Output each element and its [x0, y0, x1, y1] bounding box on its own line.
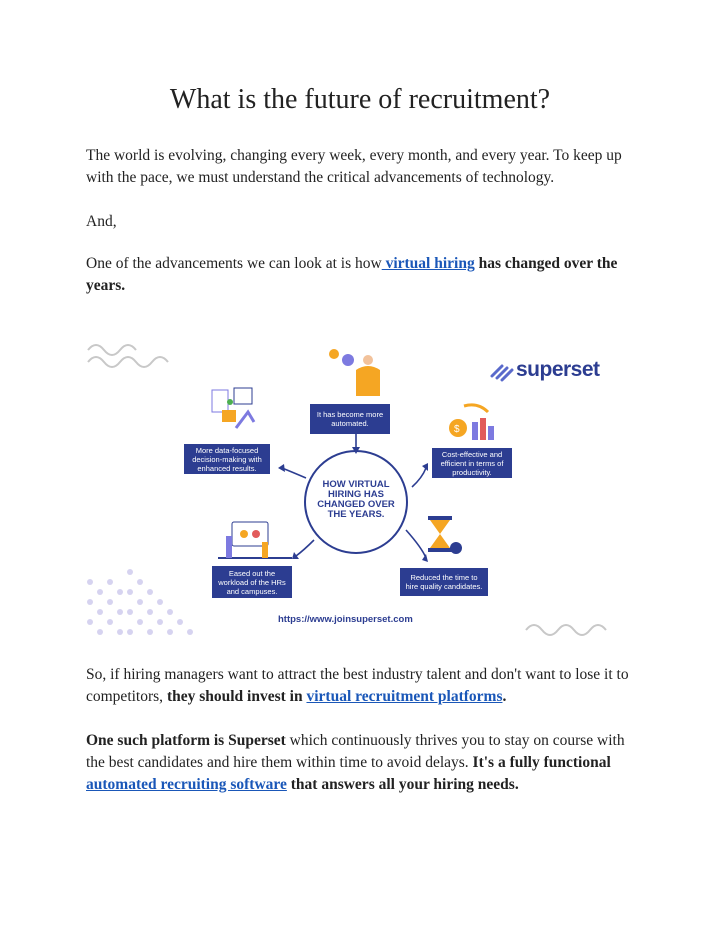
box-cost-effective: Cost-effective and efficient in terms of productivity.: [432, 448, 512, 478]
hr-desk-illustration: [218, 522, 292, 558]
superset-bold-intro: One such platform is Superset: [86, 732, 286, 749]
recommendation-text: So, if hiring managers want to attract the best industry talent and don't want to lose it to competitors,: [86, 666, 629, 705]
intro-paragraph: The world is evolving, changing every week, every month, and every year. To keep up with the pace, we must understand the critical advancements of technology.: [86, 147, 622, 186]
and-paragraph: And,: [86, 213, 117, 230]
superset-paragraph: [86, 730, 642, 796]
page-title: What is the future of recruitment?: [169, 84, 551, 115]
gears-person-illustration: [329, 349, 380, 396]
recommendation-bold: they should invest in: [163, 688, 303, 705]
hourglass-illustration: [428, 516, 462, 554]
dots-decoration: [87, 569, 193, 635]
superset-brand: superset: [516, 358, 600, 381]
virtual-recruitment-platforms-link[interactable]: virtual recruitment platforms: [306, 688, 503, 705]
superset-text: which continuously thrives you to stay on course with the best candidates and hire them within time to avoid delays.: [86, 732, 625, 771]
box-data-focused: More data-focused decision-making with enhanced results.: [184, 444, 270, 474]
superset-bold-end: that answers all your hiring needs.: [286, 776, 519, 793]
box-reduced-time: Reduced the time to hire quality candidates.: [400, 568, 488, 596]
advancement-text: One of the advancements we can look at is how: [86, 255, 382, 272]
advancement-bold: has changed over the years.: [86, 255, 618, 294]
advancement-paragraph: [86, 253, 642, 297]
box-automated: It has become more automated.: [310, 404, 390, 434]
wave-decoration-icon: [526, 625, 606, 635]
superset-logo-icon: [492, 366, 512, 380]
svg-text:$: $: [454, 424, 460, 435]
recommendation-end: .: [502, 688, 507, 705]
recommendation-paragraph: [86, 664, 642, 708]
infographic: [86, 330, 636, 640]
automated-recruiting-software-link[interactable]: automated recruiting software: [86, 776, 287, 793]
virtual-hiring-link[interactable]: virtual hiring: [381, 255, 475, 272]
data-board-illustration: [212, 388, 254, 428]
infographic-url: https://www.joinsuperset.com: [278, 614, 413, 625]
center-title: HOW VIRTUAL HIRING HAS CHANGED OVER THE YEARS.: [317, 479, 395, 520]
wave-decoration-icon: [88, 357, 168, 367]
superset-bold-mid: It's a fully functional: [468, 754, 611, 771]
wave-decoration-icon: [88, 345, 136, 355]
money-chart-illustration: [449, 405, 494, 440]
box-eased-workload: Eased out the workload of the HRs and campuses.: [212, 566, 292, 598]
